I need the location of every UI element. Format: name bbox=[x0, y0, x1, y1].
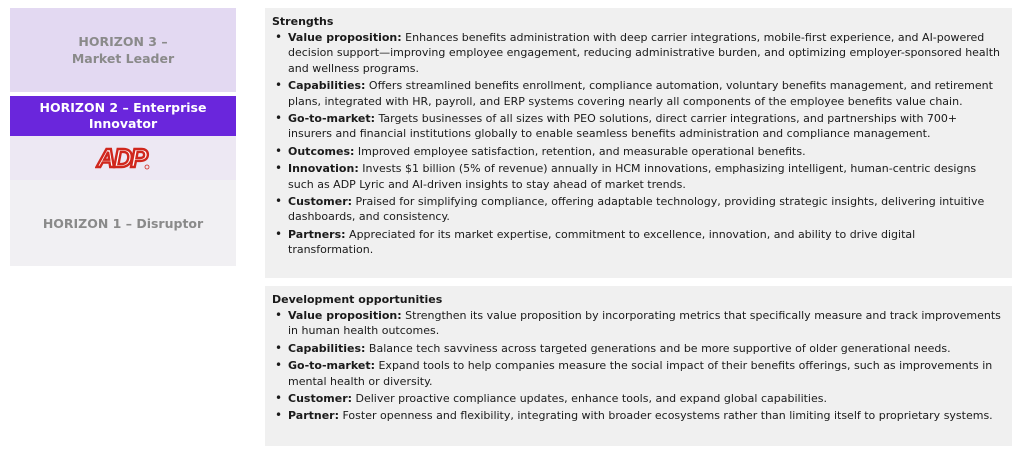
item-text: Balance tech savviness across targeted generations and be more supportive of older generational needs. bbox=[365, 341, 951, 355]
strengths-title: Strengths bbox=[272, 15, 334, 28]
adp-logo-icon bbox=[95, 143, 151, 173]
item-text: Targets businesses of all sizes with PEO solutions, direct carrier integrations, and partnerships with 700+ insurers and financial institutions globally to enable seamless benefits administration and compliance management. bbox=[288, 112, 958, 141]
horizon-2-line1: HORIZON 2 – Enterprise bbox=[39, 100, 207, 115]
item-label: Go-to-market: bbox=[288, 359, 375, 373]
item-text: Praised for simplifying compliance, offering adaptable technology, providing strategic insights, delivering intuitive dashboards, and consistency. bbox=[288, 195, 985, 224]
horizon-1-label: HORIZON 1 – Disruptor bbox=[42, 215, 204, 231]
item-text: Expand tools to help companies measure the social impact of their benefits offerings, such as improvements in mental health or diversity. bbox=[288, 359, 993, 388]
item-text: Foster openness and flexibility, integrating with broader ecosystems rather than limiting itself to proprietary systems. bbox=[339, 409, 993, 423]
horizon-2-box bbox=[10, 96, 236, 136]
item-label: Capabilities: bbox=[288, 79, 366, 93]
logo-row bbox=[10, 136, 236, 180]
strengths-panel bbox=[265, 8, 1012, 278]
horizon-column bbox=[10, 8, 236, 266]
horizon-3-line2: Market Leader bbox=[71, 51, 175, 66]
item-text: Enhances benefits administration with deep carrier integrations, mobile-first experience, and AI-powered decision support—improving employee engagement, reducing administrative burden, and optimizing employer-sponsored health and wellness programs. bbox=[288, 31, 1001, 75]
item-text: Strengthen its value proposition by incorporating metrics that specifically measure and track improvements in human health outcomes. bbox=[288, 309, 1001, 338]
logo-text: ADP bbox=[97, 143, 146, 173]
strengths-list bbox=[272, 30, 1002, 258]
item-text: Deliver proactive compliance updates, enhance tools, and expand global capabilities. bbox=[352, 392, 827, 406]
list-item bbox=[272, 194, 1002, 225]
list-item bbox=[272, 341, 1002, 356]
development-title: Development opportunities bbox=[272, 293, 443, 306]
horizon-3-line1: HORIZON 3 – bbox=[78, 34, 168, 49]
list-item bbox=[272, 78, 1002, 109]
item-label: Customer: bbox=[288, 195, 353, 209]
list-item bbox=[272, 144, 1002, 159]
item-text: Appreciated for its market expertise, commitment to excellence, innovation, and ability to drive digital transformation. bbox=[288, 227, 916, 257]
horizon-3-box bbox=[10, 8, 236, 92]
item-label: Innovation: bbox=[288, 162, 359, 176]
development-panel bbox=[265, 286, 1012, 446]
list-item bbox=[272, 30, 1002, 76]
item-text: Invests $1 billion (5% of revenue) annually in HCM innovations, emphasizing intelligent, human-centric designs such as ADP Lyric and AI-driven insights to stay ahead of market trends. bbox=[288, 162, 977, 191]
horizon-1-box bbox=[10, 180, 236, 266]
item-label: Customer: bbox=[288, 392, 353, 406]
list-item bbox=[272, 111, 1002, 142]
list-item bbox=[272, 358, 1002, 389]
list-item bbox=[272, 391, 1002, 406]
item-label: Value proposition: bbox=[288, 309, 402, 322]
list-item bbox=[272, 408, 1002, 423]
list-item bbox=[272, 227, 1002, 258]
item-text: Offers streamlined benefits enrollment, compliance automation, voluntary benefits management, and retirement plans, integrated with HR, payroll, and ERP systems covering nearly all components of the employee benefits value chain. bbox=[288, 79, 993, 108]
item-label: Capabilities: bbox=[288, 341, 366, 355]
item-label: Outcomes: bbox=[288, 144, 355, 158]
item-label: Value proposition: bbox=[288, 31, 402, 44]
list-item bbox=[272, 308, 1002, 339]
development-list bbox=[272, 308, 1002, 424]
list-item bbox=[272, 161, 1002, 192]
item-label: Partners: bbox=[288, 227, 346, 241]
item-text: Improved employee satisfaction, retention, and measurable operational benefits. bbox=[354, 144, 806, 158]
horizon-2-line2: Innovator bbox=[88, 116, 158, 131]
item-label: Go-to-market: bbox=[288, 112, 375, 126]
item-label: Partner: bbox=[288, 409, 339, 423]
